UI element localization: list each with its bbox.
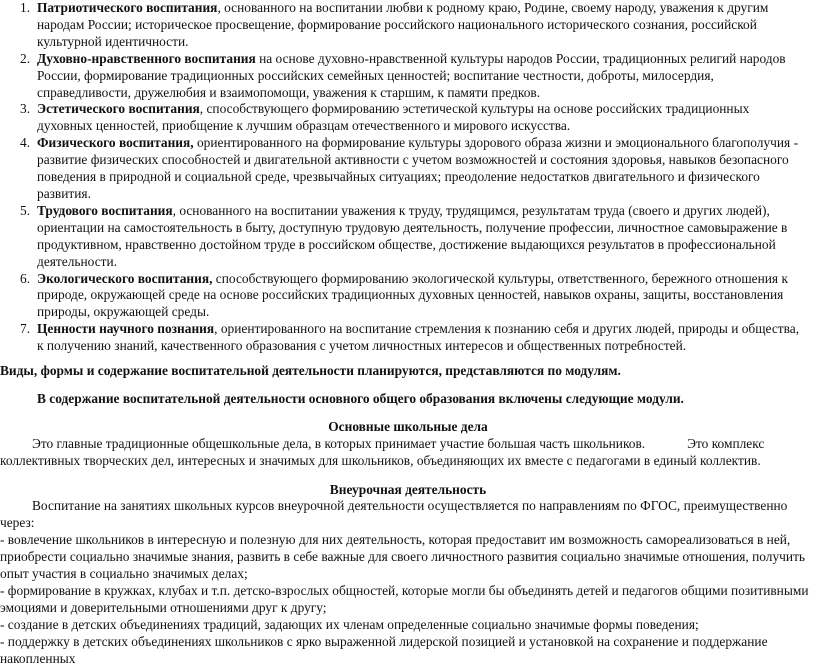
list-item: [0, 51, 816, 102]
list-item-text: ориентированного на формирование культуры здорового образа жизни и эмоционального благополучия - развитие физических способностей и двигательной активности с учетом возможностей и состояния здоровья, навыков безопасного поведения в природной и социальной среде, чрезвычайных ситуациях; преодоление недостатков двигательного и физического развития.: [37, 135, 799, 201]
list-item-title: Патриотического воспитания: [37, 0, 218, 15]
list-item-text: , способствующего формированию эстетической культуры на основе российских традиционных духовных ценностей, приобщение к лучшим образцам отечественного и мирового искусства.: [37, 101, 750, 134]
list-item-title: Физического воспитания,: [37, 135, 194, 151]
section-title-extracurricular: Внеурочная деятельность: [329, 481, 487, 497]
list-item: [0, 203, 816, 271]
modules-subheading: В содержание воспитательной деятельности основного общего образования включены следующие модули.: [37, 390, 684, 406]
list-item-text: , основанного на воспитании уважения к труду, трудящимся, результатам труда (своего и других людей), ориентации на самостоятельность в быту, доступную трудовую деятельность, получение профессии, личностное самовыражение в продуктивном, нравственно достойном труде в российском обществе, достижение выдающихся результатов в профессиональной деятельности.: [37, 202, 788, 269]
list-item: [0, 135, 816, 203]
list-item-title: Ценности научного познания: [37, 321, 215, 337]
list-item-title: Экологического воспитания,: [37, 270, 213, 286]
list-item-title: Трудового воспитания: [37, 202, 173, 218]
list-item: [0, 271, 816, 322]
list-number: 2.: [20, 50, 31, 66]
list-number: 1.: [20, 0, 31, 15]
list-number: 3.: [20, 101, 31, 117]
school-events-paragraph: [0, 436, 816, 470]
bullet-item: - создание в детских объединениях традиций, задающих их членам определенные социально значимые формы поведения;: [0, 616, 699, 632]
list-number: 4.: [20, 135, 31, 151]
list-number: 5.: [20, 202, 31, 218]
list-item-text: , основанного на воспитании любви к родному краю, Родине, своему народу, уважения к другим народам России; историческое просвещение, формирование российского национального исторического сознания, российской культурной идентичности.: [37, 0, 769, 49]
list-item-text: , ориентированного на воспитание стремления к познанию себя и других людей, природы и общества, к получению знаний, качественного образования с учетом личностных интересов и общественных потребностей.: [37, 321, 800, 354]
school-events-text-a: Это главные традиционные общешкольные дела, в которых принимает участие большая часть школьников.: [32, 435, 646, 451]
bullet-item: - формирование в кружках, клубах и т.п. детско-взрослых общностей, которые могли бы объединять детей и педагогов общими позитивными эмоциями и доверительными отношениями друг к другу;: [0, 583, 809, 615]
bullet-item: - вовлечение школьников в интересную и полезную для них деятельность, которая предоставит им возможность самореализоваться в ней, приобрести социально значимые знания, развить в себе важные для своего личностного развития социально значимые отношения, получить опыт участия в социально значимых делах;: [0, 532, 806, 582]
school-events-text-b: Это комплекс коллективных творческих дел, интересных и значимых для школьников, объединяющих их вместе с педагогами в единый коллектив.: [0, 435, 765, 468]
list-item-text: на основе духовно-нравственной культуры народов России, традиционных религий народов России, формирование традиционных российских семейных ценностей; воспитание честности, доброты, милосердия, справедливости, дружелюбия и взаимопомощи, уважения к старшим, к памяти предков.: [37, 50, 786, 100]
extracurricular-intro: Воспитание на занятиях школьных курсов внеурочной деятельности осуществляется по направлениям по ФГОС, преимущественно через:: [0, 498, 788, 531]
list-number: 6.: [20, 270, 31, 286]
list-number: 7.: [20, 321, 31, 337]
list-item-title: Духовно-нравственного воспитания: [37, 50, 256, 66]
list-item-text: способствующего формированию экологической культуры, ответственного, бережного отношения к природе, окружающей среде на основе российских традиционных духовных ценностей, навыков охраны, защиты, восстановления природы, окружающей среды.: [37, 270, 788, 320]
list-item: [0, 0, 816, 51]
list-item: [0, 321, 816, 355]
list-item-title: Эстетического воспитания: [37, 101, 200, 117]
modules-heading: Виды, формы и содержание воспитательной деятельности планируются, представляются по модулям.: [0, 363, 621, 379]
list-item: [0, 101, 816, 135]
section-title-school-events: Основные школьные дела: [328, 418, 488, 434]
bullet-item: - поддержку в детских объединениях школьников с ярко выраженной лидерской позицией и установкой на сохранение и поддержание накопленных: [0, 633, 768, 666]
